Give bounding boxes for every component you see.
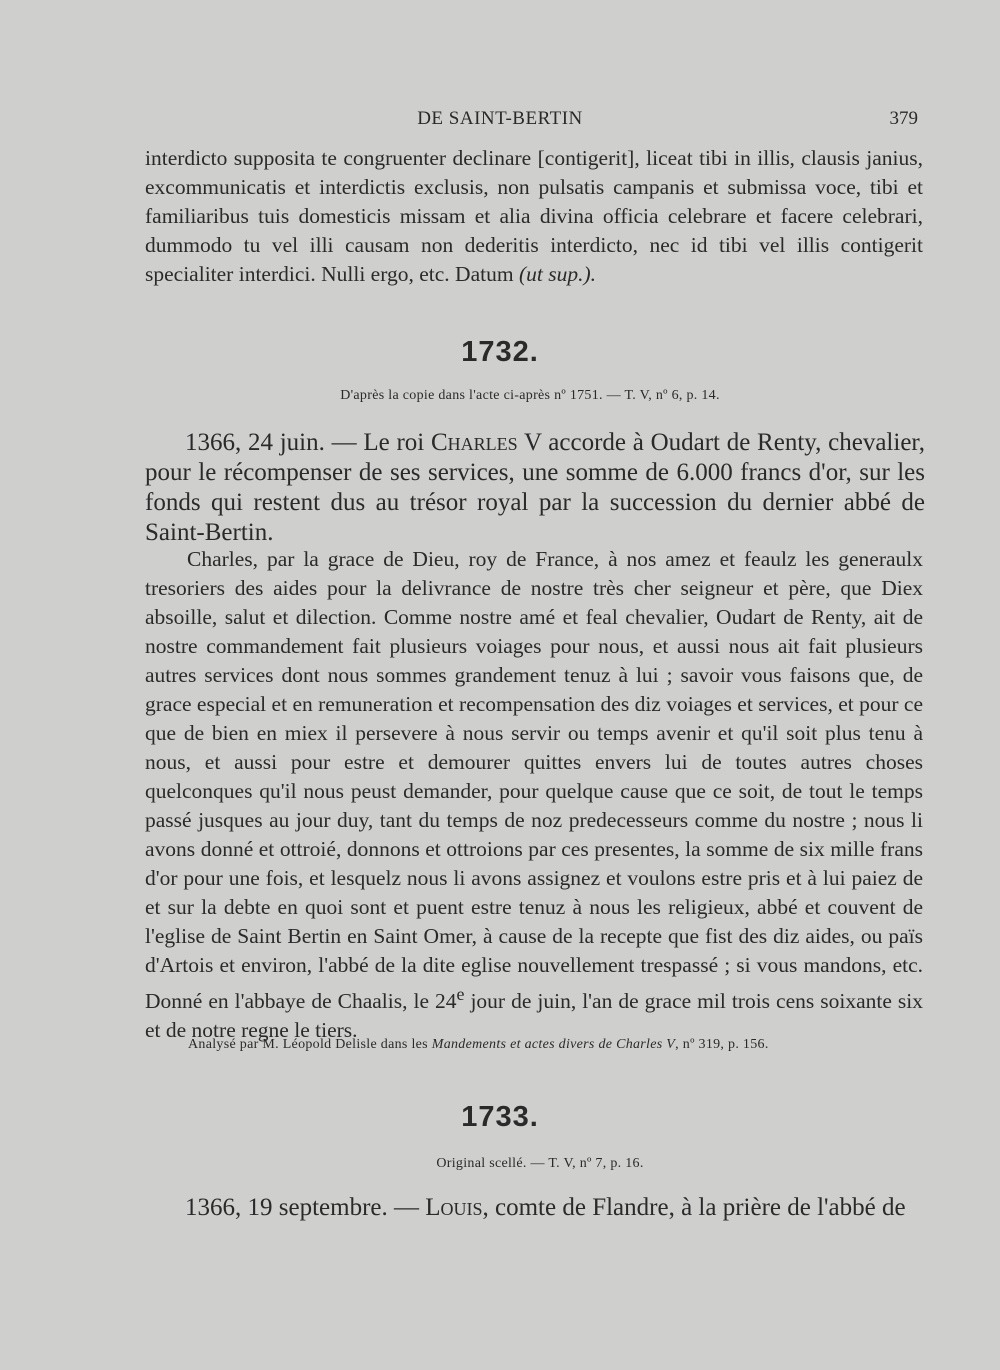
act-summary-1732 xyxy=(145,428,925,548)
summary-rest: , comte de Flandre, à la prière de l'abbé de xyxy=(482,1194,906,1221)
note-pre: Analysé par M. Léopold Delisle dans les xyxy=(188,1037,432,1052)
act-summary-1733 xyxy=(145,1193,925,1223)
act-body-text: Charles, par la grace de Dieu, roy de France, à nos amez et feaulz les generaulx tresoriers des aides pour la delivrance de nostre très cher seigneur et père, que Diex absoille, salut et dilection. Comme nostre amé et feal chevalier, Oudart de Renty, ait de nostre commandement fait plusieurs voiages pour nous, et aussi nous ait fait plusieurs autres services dont nous sommes grandement tenuz à lui ; savoir vous faisons que, de grace especial et en remuneration et recompensation des diz voiages et services, et pour ce que de bien en miex il persevere à nous servir ou temps avenir et qu'il soit plus tenu à nous, et aussi pour estre et demourer quittes envers lui de toutes autres choses quelconques qu'il nous peust demander, pour quelque cause que ce soit, de tout le temps passé jusques au jour duy, tant du temps de noz predecesseurs comme du nostre ; nous li avons donné et ottroié, donnons et ottroions par ces presentes, la somme de six mille frans d'or pour une fois, et lesquelz nous li avons assignez et voulons estre pris et à lui paiez de et sur la debte en quoi sont et puent estre tenuz à nous les religieux, abbé et couvent de l'eglise de Saint Bertin en Saint Omer, à cause de la recepte que fist des diz aides, ou païs d'Artois et environ, l'abbé de la dite eglise nouvellement trespassé ; si vous mandons, etc. Donné en l'abbaye de Chaalis, le 24 xyxy=(145,547,923,1014)
continuation-paragraph xyxy=(145,144,923,289)
summary-date: 1366, 24 juin. xyxy=(185,429,325,456)
summary-rest: V accorde à Oudart de Renty, chevalier, pour le récompenser de ses services, une somme de 6.000 francs d'or, sur les fonds qui restent dus au trésor royal par la succession du dernier abbé de Saint-Bertin. xyxy=(145,429,925,546)
act-number-1732: 1732. xyxy=(461,336,539,368)
summary-person: Louis xyxy=(425,1194,483,1221)
running-title: DE SAINT-BERTIN xyxy=(417,108,583,129)
summary-person: Charles xyxy=(430,429,518,456)
act-body-1732 xyxy=(145,545,923,1045)
page-header xyxy=(0,104,1000,134)
act-note-1732 xyxy=(188,1037,908,1053)
act-source-1733: Original scellé. — T. V, nº 7, p. 16. xyxy=(436,1156,644,1171)
summary-date: 1366, 19 septembre. xyxy=(185,1194,388,1221)
page-number: 379 xyxy=(889,108,918,129)
summary-name-pre: — xyxy=(387,1194,426,1221)
act-source-1732: D'après la copie dans l'acte ci-après nº 1751. — T. V, nº 6, p. 14. xyxy=(340,388,720,403)
act-body-sup: e xyxy=(456,984,465,1004)
continuation-closing: (ut sup.). xyxy=(518,262,596,286)
act-number-1733: 1733. xyxy=(461,1101,539,1133)
continuation-text: interdicto supposita te congruenter declinare [contigerit], liceat tibi in illis, clausis janius, excommunicatis et interdictis exclusis, non pulsatis campanis et submissa voce, tibi et familiaribus tuis domesticis missam et alia divina officia celebrare et facere celebrari, dummodo tu vel illi causam non dederitis interdicto, nec id tibi vel illis contigerit specialiter interdici. Nulli ergo, etc. Datum xyxy=(145,146,923,286)
note-title: Mandements et actes divers de Charles V xyxy=(431,1037,676,1052)
note-post: , nº 319, p. 156. xyxy=(675,1037,769,1052)
act-body-end: jour de juin, l'an de grace mil trois cens soixante six et de notre regne le tiers. xyxy=(145,989,923,1043)
summary-name-pre: — Le roi xyxy=(324,429,431,456)
